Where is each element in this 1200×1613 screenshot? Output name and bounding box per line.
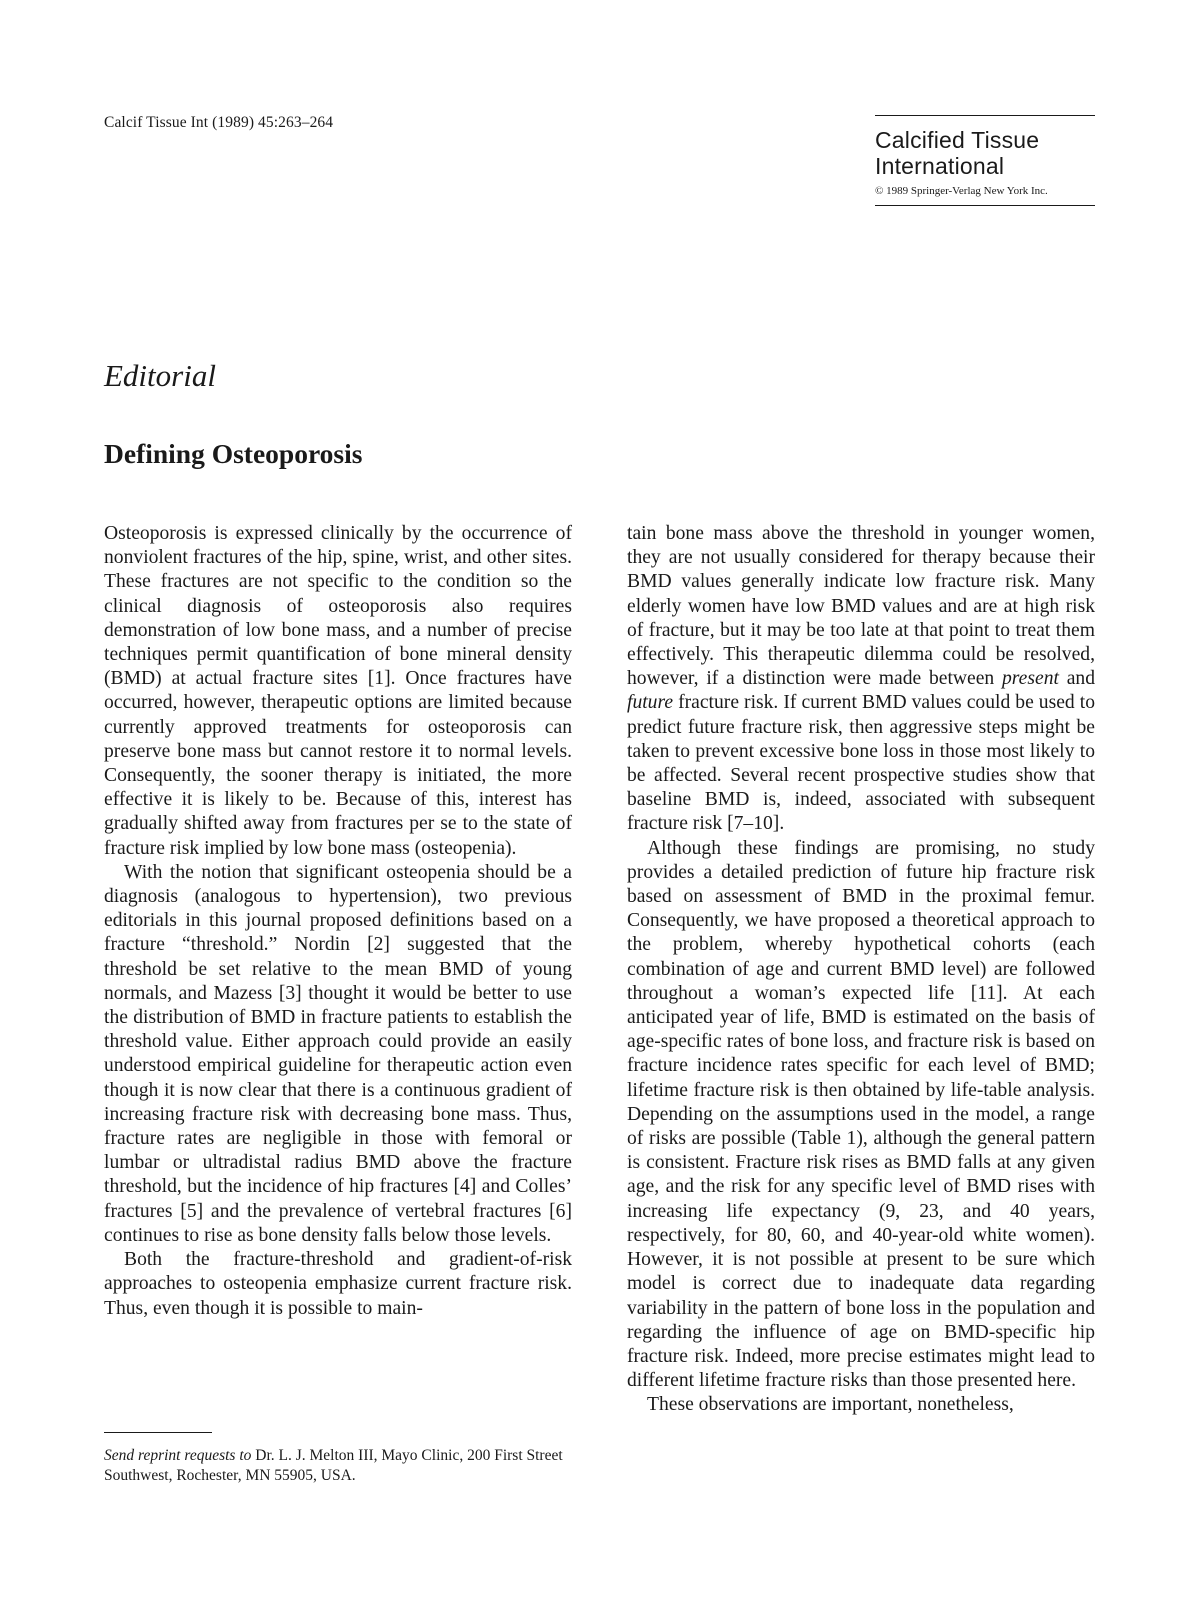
paragraph: Osteoporosis is expressed clinically by the occurrence of nonviolent fractures of the hip, spine, wrist, and other sites. These fractures are not specific to the condition so the clinical diagnosis of osteoporosis also requires demonstration of low bone mass, and a number of precise techniques permit quantification of bone mineral density (BMD) at actual fracture sites [1]. Once fractures have occurred, however, therapeutic options are limited because currently approved treatments for osteoporosis can preserve bone mass but cannot restore it to normal levels. Consequently, the sooner therapy is initiated, the more effective it is likely to be. Because of this, interest has gradually shifted away from fractures per se to the state of fracture risk implied by low bone mass (osteopenia). <box>104 523 572 859</box>
paragraph: These observations are important, nonetheless, <box>647 1394 1014 1416</box>
emphasis-present: present <box>1001 668 1059 690</box>
journal-name-line1: Calcified Tissue <box>875 127 1040 153</box>
footnote <box>104 1446 572 1486</box>
text-run: tain bone mass above the threshold in younger women, they are not usually considered for therapy because their BMD values generally indicate low fracture risk. Many elderly women have low BMD values and are at high risk of fracture, but it may be too late at that point to treat them effectively. This therapeutic dilemma could be resolved, however, if a distinction were made between <box>627 523 1095 690</box>
paragraph: Both the fracture-threshold and gradient-of-risk approaches to osteopenia emphasize current fracture risk. Thus, even though it is possible to main- <box>104 1249 572 1319</box>
footnote-text: Dr. L. J. Melton III, Mayo Clinic, 200 First Street Southwest, Rochester, MN 55905, USA. <box>104 1447 563 1484</box>
journal-masthead <box>875 115 1095 206</box>
footnote-label: Send reprint requests to <box>104 1447 252 1464</box>
paragraph <box>627 522 1095 837</box>
text-run: fracture risk. If current BMD values could be used to predict future fracture risk, then aggressive steps might be taken to prevent excessive bone loss in those most likely to be affected. Several recent prospective studies show that baseline BMD is, indeed, associated with subsequent fracture risk [7–10]. <box>627 692 1095 835</box>
journal-name-line2: International <box>875 153 1005 179</box>
text-run: and <box>1058 668 1095 690</box>
section-label: Editorial <box>104 358 216 393</box>
footnote-rule <box>104 1432 212 1433</box>
right-column <box>627 522 1095 1418</box>
paragraph: With the notion that significant osteopenia should be a diagnosis (analogous to hypertension), two previous editorials in this journal proposed definitions based on a fracture “threshold.” Nordin [2] suggested that the threshold be set relative to the mean BMD of young normals, and Mazess [3] thought it would be better to use the distribution of BMD in fracture patients to establish the threshold value. Either approach could provide an easily understood empirical guideline for therapeutic action even though it is now clear that there is a continuous gradient of increasing fracture risk with decreasing bone mass. Thus, fracture rates are negligible in those with femoral or lumbar or ultradistal radius BMD above the fracture threshold, but the incidence of hip fractures [4] and Colles’ fractures [5] and the prevalence of vertebral fractures [6] continues to rise as bone density falls below those levels. <box>104 861 572 1246</box>
citation-line: Calcif Tissue Int (1989) 45:263–264 <box>104 114 334 131</box>
copyright-notice: © 1989 Springer-Verlag New York Inc. <box>875 185 1048 197</box>
paragraph: Although these findings are promising, no study provides a detailed prediction of future hip fracture risk based on assessment of BMD in the proximal femur. Consequently, we have proposed a theoretical approach to the problem, whereby hypothetical cohorts (each combination of age and current BMD level) are followed throughout a woman’s expected life [11]. At each anticipated year of life, BMD is estimated on the basis of age-specific rates of bone loss, and fracture risk is based on fracture incidence rates specific for each level of BMD; lifetime fracture risk is then obtained by life-table analysis. Depending on the assumptions used in the model, a range of risks are possible (Table 1), although the general pattern is consistent. Fracture risk rises as BMD falls at any given age, and the risk for any specific level of BMD rises with increasing life expectancy (9, 23, and 40 years, respectively, for 80, 60, and 40-year-old white women). However, it is not possible at present to be sure which model is correct due to inadequate data regarding variability in the pattern of bone loss in the population and regarding the influence of age on BMD-specific hip fracture risk. Indeed, more precise estimates might lead to different lifetime fracture risks than those presented here. <box>627 837 1095 1392</box>
article-title: Defining Osteoporosis <box>104 438 363 469</box>
left-column <box>104 522 572 1321</box>
journal-name <box>875 127 1095 179</box>
masthead-bottom-rule <box>875 205 1095 206</box>
masthead-top-rule <box>875 115 1095 116</box>
emphasis-future: future <box>627 692 674 714</box>
